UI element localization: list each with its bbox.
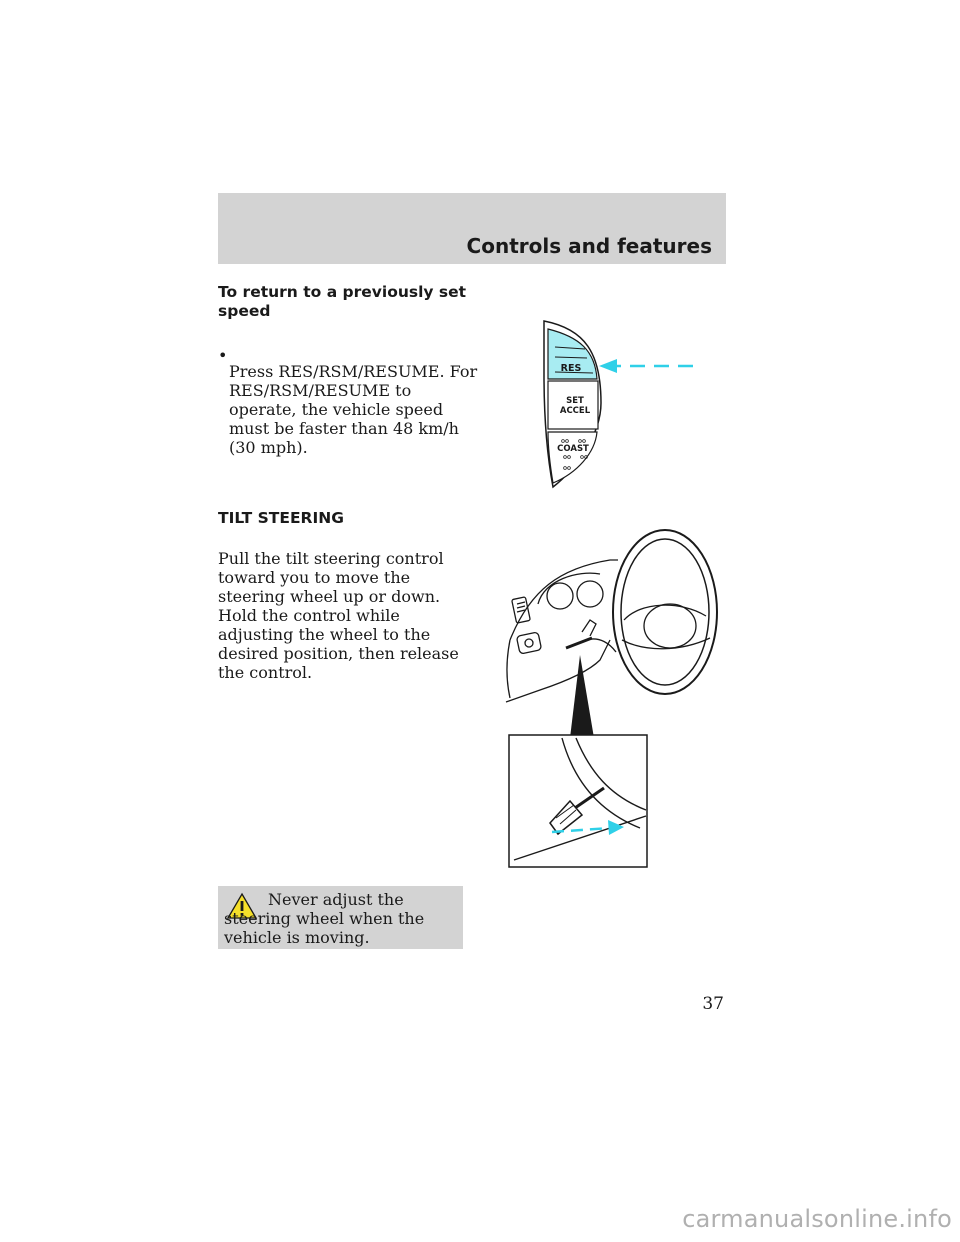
- page-number: 37: [702, 994, 724, 1014]
- resume-bullet-text: Press RES/RSM/RESUME. For RES/RSM/RESUME to operate, the vehicle speed must be faster than 48 km/h (30 mph).: [229, 362, 478, 457]
- bullet-dot: •: [218, 346, 228, 365]
- section-title: Controls and features: [466, 234, 712, 258]
- resume-heading: To return to a previously set speed: [218, 283, 467, 320]
- res-button-label: RES: [560, 363, 582, 374]
- cruise-control-diagram: [535, 315, 700, 495]
- steering-wheel: [613, 530, 717, 694]
- res-pointer-arrow-head: [599, 359, 617, 373]
- tilt-steering-diagram: [500, 520, 720, 880]
- headlamp-switch: [516, 632, 541, 654]
- section-header: [218, 193, 726, 264]
- coast-button: [548, 432, 597, 483]
- coast-label: COAST: [557, 444, 589, 454]
- tilt-body: Pull the tilt steering control toward you to move the steering wheel up or down. Hold the control while adjusting the wheel to the desired position, then release the control.: [218, 549, 459, 682]
- warning-text: Never adjust the steering wheel when the vehicle is moving.: [224, 890, 425, 947]
- dashboard-outline: [506, 640, 610, 702]
- warning-box: [218, 886, 463, 949]
- tilt-heading: TILT STEERING: [218, 509, 344, 527]
- tilt-lever: [566, 638, 592, 648]
- accel-label: ACCEL: [559, 406, 591, 416]
- set-label: SET: [566, 396, 584, 406]
- watermark: carmanualsonline.info: [682, 1205, 952, 1233]
- resume-bullet: [218, 346, 478, 473]
